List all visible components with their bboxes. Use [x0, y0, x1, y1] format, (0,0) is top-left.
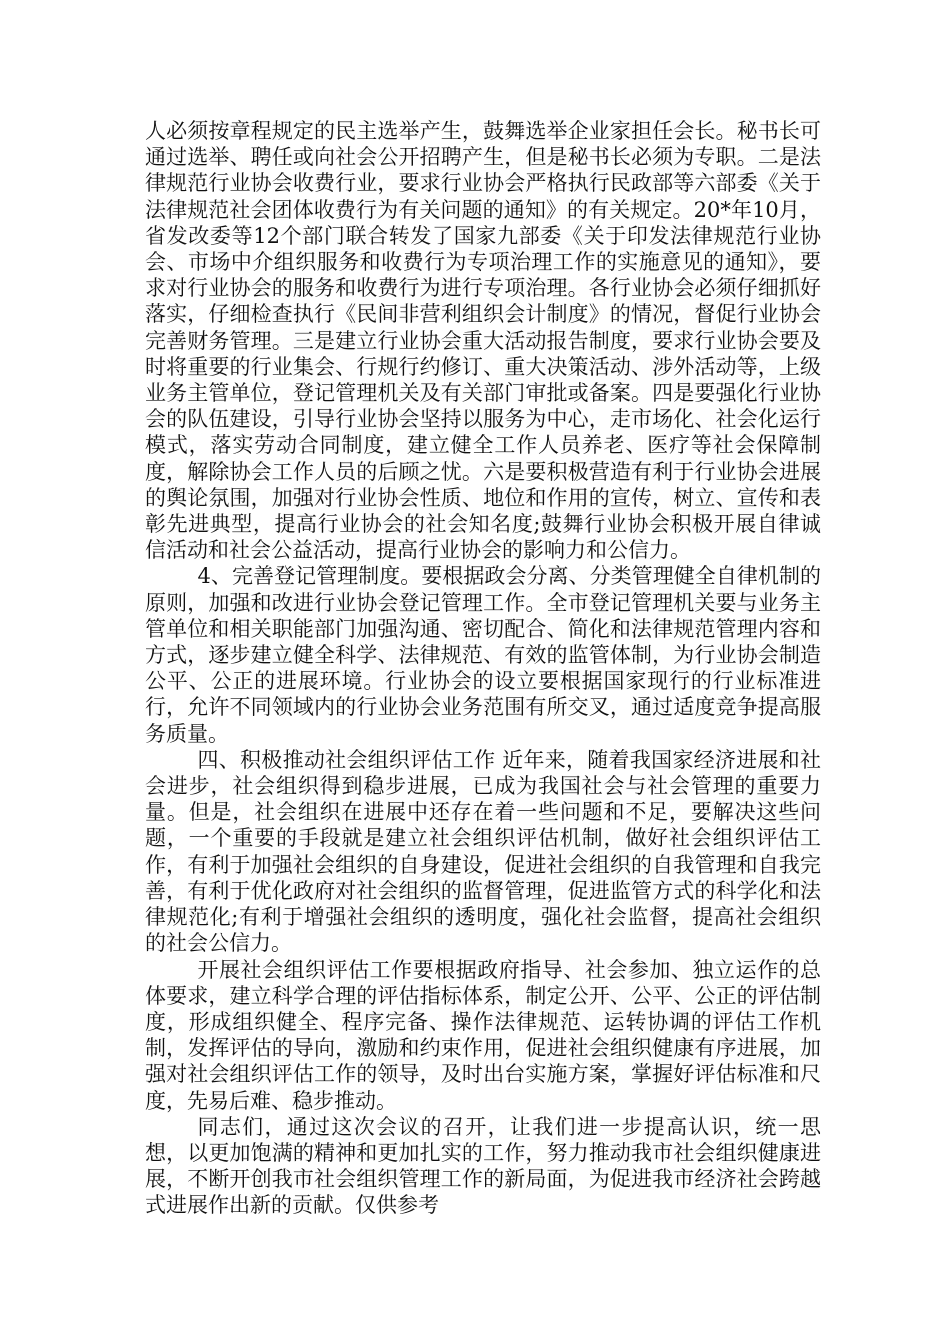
paragraph-4: 开展社会组织评估工作要根据政府指导、社会参加、独立运作的总体要求，建立科学合理的评估指标体系，制定公开、公平、公正的评估制度，形成组织健全、程序完备、操作法律规范、运转协调的评估工作机制，发挥评估的导向，激励和约束作用，促进社会组织健康有序进展，加强对社会组织评估工作的领导，及时出台实施方案，掌握好评估标准和尺度，先易后难、稳步推动。 — [145, 957, 821, 1113]
paragraph-3: 四、积极推动社会组织评估工作 近年来，随着我国家经济进展和社会进步，社会组织得到稳步进展，已成为我国社会与社会管理的重要力量。但是，社会组织在进展中还存在着一些问题和不足，要解决这些问题，一个重要的手段就是建立社会组织评估机制，做好社会组织评估工作，有利于加强社会组织的自身建设，促进社会组织的自我管理和自我完善，有利于优化政府对社会组织的监督管理，促进监管方式的科学化和法律规范化;有利于增强社会组织的透明度，强化社会监督，提高社会组织的社会公信力。 — [145, 747, 821, 956]
paragraph-1: 人必须按章程规定的民主选举产生，鼓舞选举企业家担任会长。秘书长可通过选举、聘任或向社会公开招聘产生，但是秘书长必须为专职。二是法律规范行业协会收费行业，要求行业协会严格执行民政部等六部委《关于法律规范社会团体收费行为有关问题的通知》的有关规定。20*年10月，省发改委等12个部门联合转发了国家九部委《关于印发法律规范行业协会、市场中介组织服务和收费行为专项治理工作的实施意见的通知》，要求对行业协会的服务和收费行为进行专项治理。各行业协会必须仔细抓好落实，仔细检查执行《民间非营利组织会计制度》的情况，督促行业协会完善财务管理。三是建立行业协会重大活动报告制度，要求行业协会要及时将重要的行业集会、行规行约修订、重大决策活动、涉外活动等，上级业务主管单位，登记管理机关及有关部门审批或备案。四是要强化行业协会的队伍建设，引导行业协会坚持以服务为中心，走市场化、社会化运行模式，落实劳动合同制度，建立健全工作人员养老、医疗等社会保障制度，解除协会工作人员的后顾之忧。六是要积极营造有利于行业协会进展的舆论氛围，加强对行业协会性质、地位和作用的宣传，树立、宣传和表彰先进典型，提高行业协会的社会知名度;鼓舞行业协会积极开展自律诚信活动和社会公益活动，提高行业协会的影响力和公信力。 — [145, 119, 821, 563]
paragraph-2: 4、完善登记管理制度。要根据政会分离、分类管理健全自律机制的原则，加强和改进行业协会登记管理工作。全市登记管理机关要与业务主管单位和相关职能部门加强沟通、密切配合、简化和法律规范管理内容和方式，逐步建立健全科学、法律规范、有效的监管体制，为行业协会制造公平、公正的进展环境。行业协会的设立要根据国家现行的行业标准进行，允许不同领域内的行业协会业务范围有所交叉，通过适度竞争提高服务质量。 — [145, 564, 821, 746]
paragraph-5: 同志们，通过这次会议的召开，让我们进一步提高认识，统一思想，以更加饱满的精神和更加扎实的工作，努力推动我市社会组织健康进展，不断开创我市社会组织管理工作的新局面，为促进我市经济社会跨越式进展作出新的贡献。仅供参考 — [145, 1114, 821, 1218]
document-body — [145, 118, 821, 1219]
